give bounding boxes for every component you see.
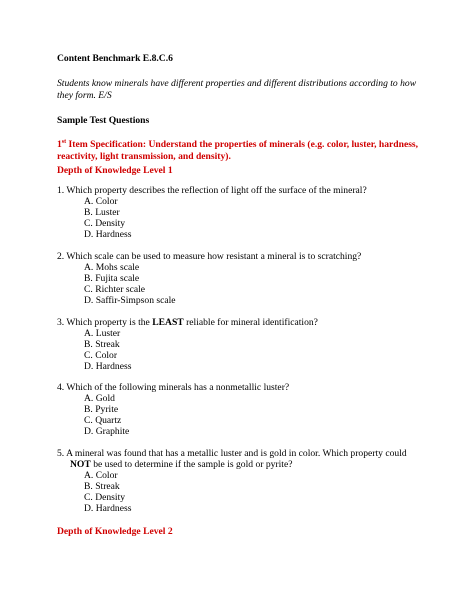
question-5-stem-line-1: 5. A mineral was found that has a metallic luster and is gold in color. Which property could <box>57 448 407 459</box>
question-3-emphasis: LEAST <box>152 317 184 328</box>
question-5-option-c: C. Density <box>84 492 126 503</box>
question-1-option-a: A. Color <box>84 196 118 207</box>
question-3-option-c: C. Color <box>84 350 118 361</box>
question-2-option-d: D. Saffir-Simpson scale <box>84 295 176 306</box>
question-3-stem-start: 3. Which property is the <box>57 317 153 328</box>
item-specification-line-2: reactivity, light transmission, and density). <box>57 151 231 162</box>
standard-line-2: they form. E/S <box>57 90 112 101</box>
question-4-option-d: D. Graphite <box>84 426 130 437</box>
question-2-option-c: C. Richter scale <box>84 284 146 295</box>
spec-number: 1 <box>57 139 62 150</box>
question-5-emphasis: NOT <box>70 459 91 470</box>
question-3-option-a: A. Luster <box>84 328 121 339</box>
question-5-option-b: B. Streak <box>84 481 120 492</box>
spec-ordinal-suffix: st <box>61 138 67 145</box>
content-benchmark-title: Content Benchmark E.8.C.6 <box>57 53 173 64</box>
question-5-stem-line-2 <box>70 459 292 470</box>
dok-level-2-heading: Depth of Knowledge Level 2 <box>57 526 173 537</box>
question-4-option-c: C. Quartz <box>84 415 122 426</box>
standard-line-1: Students know minerals have different properties and different distributions according to how <box>57 78 417 89</box>
question-3-option-b: B. Streak <box>84 339 120 350</box>
item-specification-line-1 <box>57 139 418 150</box>
question-1-stem: 1. Which property describes the reflection of light off the surface of the mineral? <box>57 185 367 196</box>
question-1-option-d: D. Hardness <box>84 229 132 240</box>
question-4-option-a: A. Gold <box>84 393 115 404</box>
question-3-stem <box>57 317 318 328</box>
question-1-option-b: B. Luster <box>84 207 120 218</box>
question-4-option-b: B. Pyrite <box>84 404 119 415</box>
question-2-option-b: B. Fujita scale <box>84 273 140 284</box>
question-4-stem: 4. Which of the following minerals has a nonmetallic luster? <box>57 382 290 393</box>
question-5-option-d: D. Hardness <box>84 503 132 514</box>
dok-level-1-heading: Depth of Knowledge Level 1 <box>57 165 173 176</box>
question-3-option-d: D. Hardness <box>84 361 132 372</box>
question-2-stem: 2. Which scale can be used to measure how resistant a mineral is to scratching? <box>57 251 362 262</box>
spec-line-1-text: Item Specification: Understand the properties of minerals (e.g. color, luster, hardness, <box>66 139 419 150</box>
question-2-option-a: A. Mohs scale <box>84 262 140 273</box>
question-5-stem-line-2-text: be used to determine if the sample is gold or pyrite? <box>90 459 293 470</box>
question-3-stem-end: reliable for mineral identification? <box>183 317 318 328</box>
question-5-option-a: A. Color <box>84 470 118 481</box>
question-1-option-c: C. Density <box>84 218 126 229</box>
section-heading: Sample Test Questions <box>57 115 150 126</box>
